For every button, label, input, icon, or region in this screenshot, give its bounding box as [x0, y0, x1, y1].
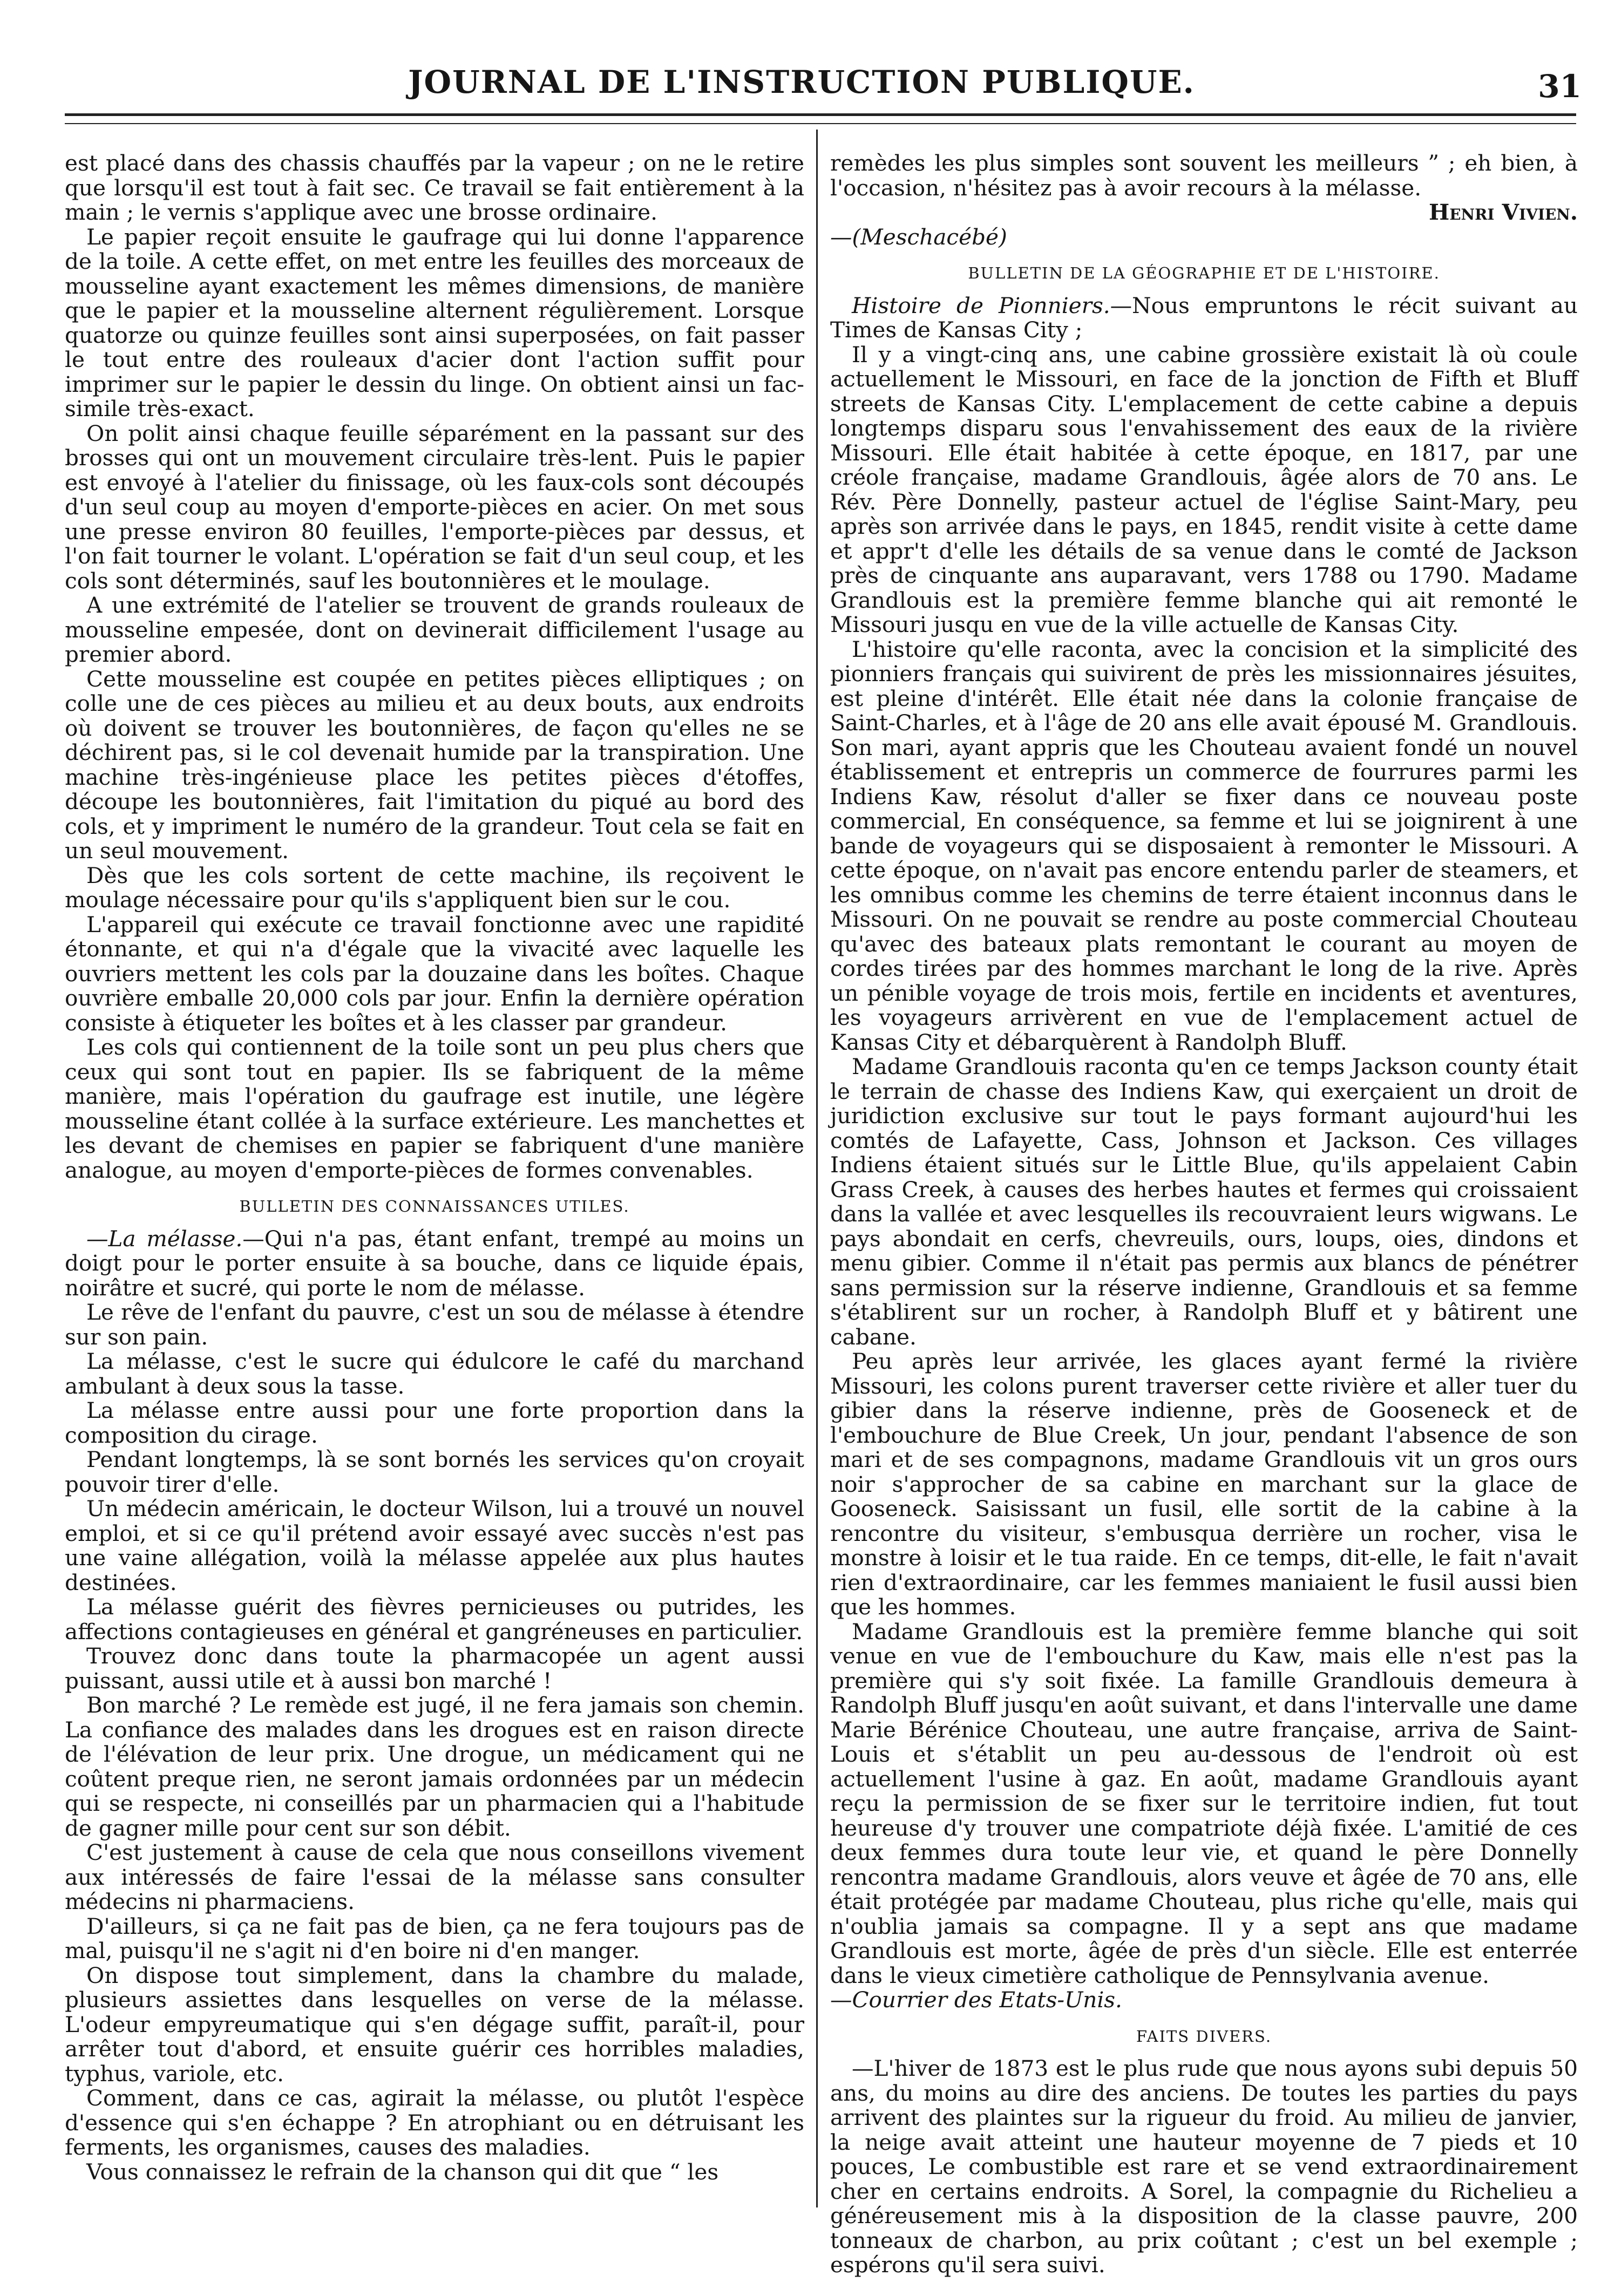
article-lead [830, 294, 1578, 343]
paragraph: Pendant longtemps, là se sont bornés les services qu'on croyait pouvoir tirer d'elle. [65, 1446, 804, 1497]
paragraph: Madame Grandlouis raconta qu'en ce temps Jackson county était le terrain de chasse des Indiens Kaw, qui exerçaient un droit de juridiction exclusive sur tout le pays formant aujourd'hui les comtés de Lafayette, Cass, Johnson et Jackson. Ces villages Indiens étaient situés sur le Little Blue, qu'ils appelaient Cabin Grass Creek, à causes des herbes hautes et fermes qui croissaient dans la vallée et avec lesquelles ils recouvraient leurs wigwans. Le pays abondait en cerfs, chevreuils, ours, loups, oies, dindons et menu gibier. Comme il n'était pas permis aux blancs de pénétrer sans permission sur la réserve indienne, Grandlouis et sa femme s'établirent sur un rocher, à Randolph Bluff et y bâtirent une cabane. [830, 1054, 1578, 1350]
left-column [65, 151, 804, 2184]
section-heading: BULLETIN DES CONNAISSANCES UTILES. [239, 1197, 630, 1215]
article-text: —Nous empruntons le récit suivant au Times de Kansas City ; [830, 292, 1578, 343]
right-column [830, 151, 1578, 2278]
paragraph: D'ailleurs, si ça ne fait pas de bien, ça ne fera toujours pas de mal, puisqu'il ne s'agit ni d'en boire ni d'en manger. [65, 1913, 804, 1964]
paragraph: A une extrémité de l'atelier se trouvent de grands rouleaux de mousseline empesée, dont on devinerait difficilement l'usage au premier abord. [65, 592, 804, 667]
paragraph: Trouvez donc dans toute la pharmacopée un agent aussi puissant, aussi utile et à aussi bon marché ! [65, 1643, 804, 1694]
paragraph: Il y a vingt-cinq ans, une cabine grossière existait là où coule actuellement le Missouri, en face de la jonction de Fifth et Bluff streets de Kansas City. L'emplacement de cette cabine a depuis longtemps disparu sous l'envahissement des eaux de la rivière Missouri. Elle était habitée à cette époque, en 1817, par une créole française, madame Grandlouis, âgée alors de 70 ans. Le Rév. Père Donnelly, pasteur actuel de l'église Saint-Mary, peu après son arrivée dans le pays, en 1845, rendit visite à cette dame et appr't d'elle les détails de sa venue dans le comté de Jackson près de cinquante ans auparavant, vers 1788 ou 1790. Madame Grandlouis est la première femme blanche qui ait remonté le Missouri jusqu en vue de la ville actuelle de Kansas City. [830, 341, 1578, 637]
paragraph: Le rêve de l'enfant du pauvre, c'est un sou de mélasse à étendre sur son pain. [65, 1299, 804, 1350]
paragraph: Les cols qui contiennent de la toile sont un peu plus chers que ceux qui sont tout en papier. Ils se fabriquent de la même manière, mais l'opération du gaufrage est inutile, une légère mousseline étant collée à la surface extérieure. Les manchettes et les devant de chemises en papier se fabriquent d'une manière analogue, au moyen d'emporte-pièces de formes convenables. [65, 1034, 804, 1183]
section-heading: BULLETIN DE LA GÉOGRAPHIE ET DE L'HISTOIRE. [968, 264, 1440, 282]
paragraph: est placé dans des chassis chauffés par la vapeur ; on ne le retire que lorsqu'il est tout à fait sec. Ce travail se fait entièrement à la main ; le vernis s'applique avec une brosse ordinaire. [65, 150, 804, 225]
source-credit: —(Meschacébé) [830, 223, 1007, 250]
paragraph: On polit ainsi chaque feuille séparément en la passant sur des brosses qui ont un mouvement circulaire très-lent. Puis le papier est envoyé à l'atelier du finissage, où les faux-cols sont découpés d'un seul coup au moyen d'emporte-pièces en acier. On met sous une presse environ 80 feuilles, l'emporte-pièces par dessus, et l'on fait tourner le volant. L'opération se fait d'un seul coup, et les cols sont déterminés, sauf les boutonnières et le moulage. [65, 420, 804, 594]
article-lead [65, 1227, 804, 1301]
paragraph: La mélasse guérit des fièvres pernicieuses ou putrides, les affections contagieuses en général et gangréneuses en particulier. [65, 1594, 804, 1645]
paragraph: L'histoire qu'elle raconta, avec la concision et la simplicité des pionniers français qui suivirent de près les missionnaires jésuites, est pleine d'intérêt. Elle était née dans la colonie française de Saint-Charles, et à l'âge de 20 ans elle avait épousé M. Grandlouis. Son mari, ayant appris que les Chouteau avaient fondé un nouvel établissement et entrepris un commerce de fourrures parmi les Indiens Kaw, résolut d'aller se fixer dans ce nouveau poste commercial, En conséquence, sa femme et lui se joignirent à une bande de voyageurs qui se disposaient à remonter le Missouri. A cette époque, on n'avait pas encore entendu parler de steamers, et les omnibus comme les chemins de terre étaient inconnus dans le Missouri. On ne pouvait se rendre au poste commercial Chouteau qu'avec des bateaux plats remontant le courant au moyen de cordes tirées par des hommes marchant le long de la rive. Après un pénible voyage de trois mois, fertile en incidents et aventures, les voyageurs arrivèrent en vue de l'emplacement actuel de Kansas City et débarquèrent à Randolph Bluff. [830, 636, 1578, 1055]
paragraph: Vous connaissez le refrain de la chanson qui dit que “ les [86, 2158, 719, 2185]
running-title: JOURNAL DE L'INSTRUCTION PUBLIQUE. [408, 64, 1195, 100]
article-text: —Qui n'a pas, étant enfant, trempé au moins un doigt pour le porter ensuite à sa bouche, dans ce liquide épais, noirâtre et sucré, qui porte le nom de mélasse. [65, 1225, 804, 1301]
header-rule-thin [65, 123, 1576, 124]
source-credit: —Courrier des Etats-Unis. [830, 1987, 1122, 2013]
paragraph: —L'hiver de 1873 est le plus rude que nous ayons subi depuis 50 ans, du moins au dire des anciens. De toutes les parties du pays arrivent des plaintes sur la rigueur du froid. Au milieu de janvier, la neige avait atteint une hauteur moyenne de 7 pieds et 10 pouces, Le combustible est rare et se vend extraordinairement cher en certains endroits. A Sorel, la compagnie du Richelieu a généreusement mis à la disposition de la classe pauvre, 200 tonneaux de charbon, au prix coûtant ; c'est un bel exemple ; espérons qu'il sera suivi. [830, 2055, 1578, 2278]
paragraph: Bon marché ? Le remède est jugé, il ne fera jamais son chemin. La confiance des malades dans les drogues est en raison directe de l'élévation de leur prix. Une drogue, un médicament qui ne coûtent preque rien, ne seront jamais ordonnées par un médecin qui se respecte, ni conseillés par un pharmacien qui a l'habitude de gagner mille pour cent sur son débit. [65, 1692, 804, 1841]
paragraph: remèdes les plus simples sont souvent les meilleurs ” ; eh bien, à l'occasion, n'hésitez pas à avoir recours à la mélasse. [830, 150, 1578, 201]
paragraph: Le papier reçoit ensuite le gaufrage qui lui donne l'apparence de la toile. A cette effet, on met entre les feuilles des morceaux de mousseline ayant exactement les mêmes dimensions, de manière que le papier et la mousseline alternent régulièrement. Lorsque quatorze ou quinze feuilles sont ainsi superposées, on fait passer le tout entre des rouleaux d'acier dont l'action suffit pour imprimer sur le papier le dessin du linge. On obtient ainsi un fac-simile très-exact. [65, 223, 804, 422]
paragraph: L'appareil qui exécute ce travail fonctionne avec une rapidité étonnante, et qui n'a d'égale que la vivacité avec laquelle les ouvriers mettent les cols par la douzaine dans les boîtes. Chaque ouvrière emballe 20,000 cols par jour. Enfin la dernière opération consiste à étiqueter les boîtes et à les classer par grandeur. [65, 911, 804, 1036]
section-heading: FAITS DIVERS. [1136, 2027, 1272, 2046]
paragraph: La mélasse entre aussi pour une forte proportion dans la composition du cirage. [65, 1397, 804, 1448]
page-number: 31 [1538, 68, 1582, 105]
paragraph: On dispose tout simplement, dans la chambre du malade, plusieurs assiettes dans lesquelles on verse de la mélasse. L'odeur empyreumatique qui s'en dégage suffit, paraît-il, pour arrêter tout d'abord, et ensuite guérir ces horribles maladies, typhus, variole, etc. [65, 1962, 804, 2087]
header-rule [65, 113, 1576, 116]
page-header [65, 64, 1582, 107]
author-signature: Henri Vivien. [1428, 199, 1578, 225]
paragraph: C'est justement à cause de cela que nous conseillons vivement aux intéressés de faire l'essai de la mélasse sans consulter médecins ni pharmaciens. [65, 1839, 804, 1914]
paragraph: La mélasse, c'est le sucre qui édulcore le café du marchand ambulant à deux sous la tasse. [65, 1348, 804, 1399]
paragraph: Peu après leur arrivée, les glaces ayant fermé la rivière Missouri, les colons purent traverser cette rivière et aller tuer du gibier dans la réserve indienne, près de Gooseneck et de l'embouchure de Blue Creek, Un jour, pendant l'absence de son mari et de ses compagnons, madame Grandlouis vit un gros ours noir s'approcher de sa cabine en marchant sur la glace de Gooseneck. Saisissant un fusil, elle sortit de la cabine à la rencontre du visiteur, s'embusqua derrière un rocher, visa le monstre à loisir et le tua raide. En ce temps, dit-elle, le fait n'avait rien d'extraordinaire, car les femmes maniaient le fusil aussi bien que les hommes. [830, 1348, 1578, 1620]
paragraph: Comment, dans ce cas, agirait la mélasse, ou plutôt l'espèce d'essence qui s'en échappe ? En atrophiant ou en détruisant les ferments, les organismes, causes des maladies. [65, 2085, 804, 2160]
article-title: —La mélasse. [86, 1225, 243, 1252]
paragraph: Dès que les cols sortent de cette machine, ils reçoivent le moulage nécessaire pour qu'ils s'appliquent bien sur le cou. [65, 862, 804, 913]
column-divider [816, 130, 818, 2207]
paragraph: Un médecin américain, le docteur Wilson, lui a trouvé un nouvel emploi, et si ce qu'il prétend avoir essayé avec succès n'est pas une vaine allégation, voilà la mélasse appelée aux plus hautes destinées. [65, 1496, 804, 1595]
paragraph: Cette mousseline est coupée en petites pièces elliptiques ; on colle une de ces pièces au milieu et au deux bouts, aux endroits où doivent se trouver les boutonnières, de façon qu'elles ne se déchirent pas, si le col devenait humide par la transpiration. Une machine très-ingénieuse place les petites pièces d'étoffes, découpe les boutonnières, fait l'imitation du piqué au bord des cols, et y impriment le numéro de la grandeur. Tout cela se fait en un seul mouvement. [65, 665, 804, 864]
article-title: Histoire de Pionniers. [852, 292, 1110, 318]
paragraph: Madame Grandlouis est la première femme blanche qui soit venue en vue de l'embouchure du Kaw, mais elle n'est pas la première qui s'y soit fixée. La famille Grandlouis demeura à Randolph Bluff jusqu'en août suivant, et dans l'intervalle une dame Marie Bérénice Chouteau, une autre française, arriva de Saint-Louis et s'établit un peu au-dessous de l'endroit où est actuellement l'usine à gaz. En août, madame Grandlouis ayant reçu la permission de se fixer sur le territoire indien, fut tout heureuse d'y trouver une compatriote déjà fixée. L'amitié de ces deux femmes dura toute leur vie, et quand le père Donnelly rencontra madame Grandlouis, alors veuve et âgée de 70 ans, elle était protégée par madame Chouteau, plus riche qu'elle, mais qui n'oublia jamais sa compagne. Il y a sept ans que madame Grandlouis est morte, âgée de près d'un siècle. Elle est enterrée dans le vieux cimetière catholique de Pennsylvania avenue. [830, 1618, 1578, 1988]
